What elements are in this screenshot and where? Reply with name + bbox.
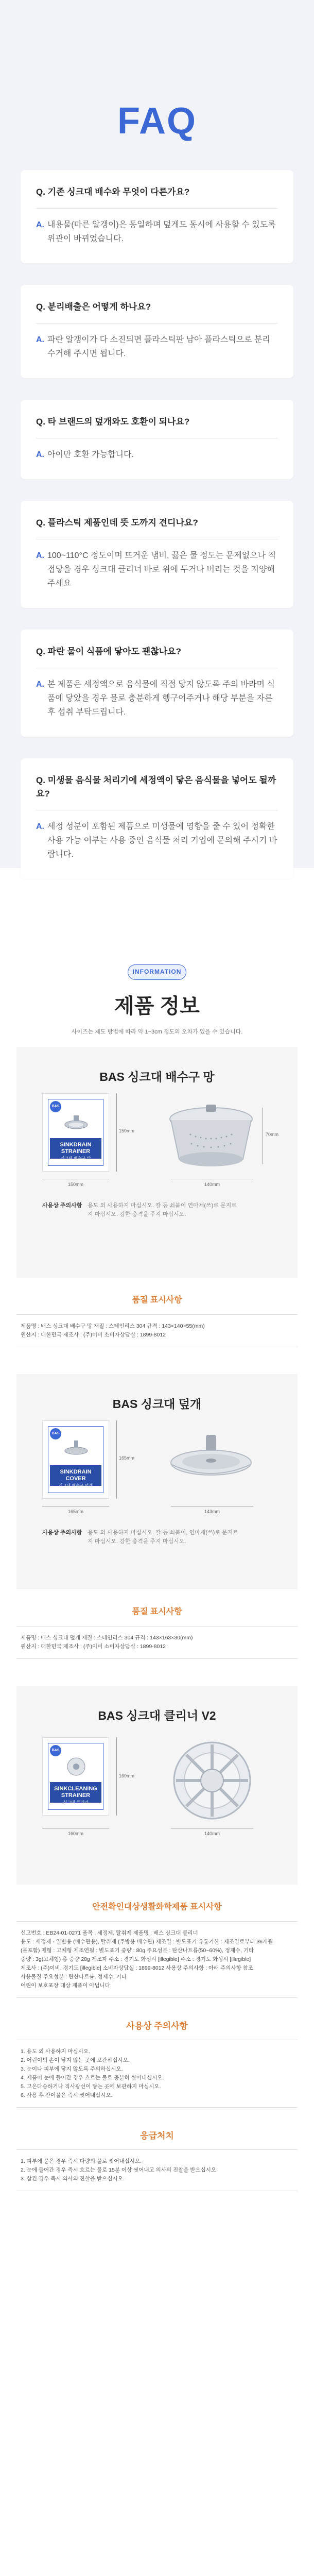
spec-title: 품질 표시사항 bbox=[132, 1296, 182, 1304]
package-label bbox=[50, 1138, 101, 1159]
answer-mark: A. bbox=[36, 680, 44, 689]
faq-item bbox=[21, 170, 293, 263]
package-height: 165mm bbox=[119, 1455, 135, 1461]
faq-question: Q. 기존 싱크대 배수와 무엇이 다른가요? bbox=[36, 187, 190, 197]
spec-line: 원산지 : 대한민국 제조사 : (주)이비 소비자상담실 : 1899-8012 bbox=[21, 1643, 166, 1650]
answer-text: 파란 알갱이가 다 소진되면 플라스틱판 남아 플라스틱으로 분리수거해 주시면 됩니다. bbox=[47, 335, 270, 358]
faq-item bbox=[21, 400, 293, 479]
spec-line: 원산지 : 대한민국 제조사 : (주)이비 소비자상담실 : 1899-8012 bbox=[21, 1332, 166, 1338]
package-width: 165mm bbox=[67, 1509, 83, 1514]
brand-logo-icon: BAS bbox=[50, 1745, 61, 1756]
info-subtitle: 사이즈는 제도 방법에 따라 약 1~3cm 정도의 오차가 있을 수 있습니다. bbox=[71, 1029, 243, 1035]
strainer-icon bbox=[63, 1113, 89, 1134]
divider bbox=[16, 1658, 298, 1659]
emergency-line: 2. 눈에 들어간 경우 즉시 흐르는 물로 15분 이상 씻어내고 의사의 진찰을 받으십시오. bbox=[21, 2167, 218, 2173]
package-label-title: SINKDRAIN COVER bbox=[60, 1469, 92, 1482]
brand-logo-icon: BAS bbox=[50, 1428, 61, 1439]
usage-label: 사용상 주의사항 bbox=[42, 1202, 82, 1209]
faq-section bbox=[0, 0, 314, 868]
safety-line: 6. 사용 후 잔여물은 즉시 씻어내십시오. bbox=[21, 2092, 113, 2098]
faq-answer bbox=[36, 448, 278, 462]
answer-text: 100~110°C 정도이며 뜨거운 냄비, 끓은 물 정도는 문제없으나 직접닿을 경우 싱크대 클리너 바로 위에 두거나 버리는 것을 지양해 주세요 bbox=[47, 551, 276, 588]
faq-answer bbox=[36, 549, 278, 590]
answer-text: 아이만 호환 가능합니다. bbox=[47, 450, 134, 459]
spec-list bbox=[16, 1626, 298, 1658]
safety-title: 사용상 주의사항 bbox=[126, 2021, 188, 2031]
item-height: 70mm bbox=[266, 1132, 279, 1137]
answer-text: 본 제품은 세정액으로 음식물에 직접 닿지 않도록 주의 바라며 식품에 닿았을 경우 물로 충분하게 헹구어주거나 해당 부분을 자른 후 섭취 부탁드립니다. bbox=[47, 680, 275, 717]
answer-text: 세정 성분이 포함된 제품으로 미생물에 영향을 줄 수 있어 정확한 사용 가능 여부는 사용 중인 음식물 처리 기업에 문의해 주시기 바랍니다. bbox=[47, 822, 277, 859]
usage-label: 사용상 주의사항 bbox=[42, 1530, 82, 1536]
dimension-line bbox=[116, 1420, 117, 1499]
spec-line: 중량 : 3g(고체형) 총 중량 28g 제조자 주소 : 경기도 화성시 [illegible] 주소 : 경기도 화성시 [illegible] bbox=[21, 1956, 251, 1962]
spec-line: 제조사 : (주)이비, 경기도 [illegible] 소비자상담실 : 1899-8012 사용상 주의사항 : 아래 주의사항 참조 bbox=[21, 1965, 253, 1971]
package-label bbox=[50, 1465, 101, 1486]
package-label-title: SINKCLEANING STRAINER bbox=[54, 1786, 97, 1799]
usage-text: 용도 외 사용하지 마십시오. 칼 등 쇠붙이 연마제(쓰)로 문지르지 마십시오. 강한 충격을 주지 마십시오. bbox=[88, 1202, 237, 1217]
emergency-list bbox=[16, 2150, 298, 2191]
faq-question: Q. 미생물 음식물 처리기에 세정액이 닿은 음식물을 넣어도 될까요? bbox=[36, 775, 276, 799]
package-width: 150mm bbox=[67, 1182, 83, 1187]
product-name: BAS 싱크대 배수구 망 bbox=[99, 1070, 215, 1083]
information-badge: INFORMATION bbox=[128, 964, 186, 980]
spec-line: 제품명 : 배스 싱크대 배수구 망 재질 : 스테인리스 304 규격 : 143×140×55(mm) bbox=[21, 1323, 205, 1329]
safety-line: 3. 눈이나 피부에 닿지 않도록 주의하십시오. bbox=[21, 2066, 123, 2072]
spec-line: 제품명 : 배스 싱크대 덮개 재질 : 스테인리스 304 규격 : 143×163×30(mm) bbox=[21, 1635, 193, 1641]
package-label-sub: 싱크대 클리너 bbox=[63, 1800, 89, 1805]
cleaner-product-image bbox=[171, 1739, 253, 1822]
faq-answer bbox=[36, 820, 278, 861]
brand-logo-icon: BAS bbox=[50, 1101, 61, 1112]
product-card-cover bbox=[16, 1374, 298, 1589]
faq-question: Q. 파란 물이 식품에 닿아도 괜찮나요? bbox=[36, 647, 181, 656]
faq-question: Q. 타 브랜드의 덮개와도 호환이 되나요? bbox=[36, 417, 190, 427]
package-label-sub: 싱크대 배수구 덮개 bbox=[58, 1483, 93, 1488]
cover-icon bbox=[63, 1438, 89, 1459]
faq-answer bbox=[36, 677, 278, 719]
answer-mark: A. bbox=[36, 450, 44, 459]
answer-mark: A. bbox=[36, 335, 44, 344]
package-image bbox=[42, 1420, 109, 1499]
faq-question: Q. 플라스틱 제품인데 뜻 도까지 견디나요? bbox=[36, 518, 198, 528]
safety-line: 4. 제품이 눈에 들어간 경우 흐르는 물로 충분히 씻어내십시오. bbox=[21, 2075, 164, 2081]
spec-line: 사용물질 주요성분 : 탄산나트륨, 정제수, 기타 bbox=[21, 1974, 127, 1980]
dimension-line bbox=[116, 1093, 117, 1172]
package-label-sub: 싱크대 배수구 망 bbox=[60, 1156, 91, 1161]
package-label bbox=[50, 1782, 101, 1803]
emergency-title: 응급처치 bbox=[140, 2131, 174, 2141]
item-width: 140mm bbox=[204, 1182, 220, 1187]
spec-line: (불포함) 제형 : 고체형 제조연월 : 별도표기 중량 : 80g 주요성분 : 탄산나트륨(50~60%), 정제수, 기타 bbox=[21, 1947, 254, 1954]
faq-answer bbox=[36, 333, 278, 361]
faq-item bbox=[21, 285, 293, 378]
emergency-line: 1. 피부에 묻은 경우 즉시 다량의 물로 씻어내십시오. bbox=[21, 2158, 142, 2164]
usage-caution bbox=[42, 1529, 242, 1546]
faq-title: FAQ bbox=[117, 100, 197, 142]
product-card-cleaner bbox=[16, 1686, 298, 1885]
answer-mark: A. bbox=[36, 822, 44, 831]
spec-title: 품질 표시사항 bbox=[132, 1607, 182, 1616]
faq-divider bbox=[36, 323, 278, 324]
usage-caution bbox=[42, 1201, 242, 1219]
package-label-title: SINKDRAIN STRAINER bbox=[60, 1142, 92, 1155]
spec-list bbox=[16, 1315, 298, 1347]
product-card-strainer bbox=[16, 1047, 298, 1278]
spec-line: 어린이 보호포장 대상 제품이 아닙니다. bbox=[21, 1982, 112, 1989]
faq-list bbox=[0, 170, 314, 879]
safety-list bbox=[16, 2040, 298, 2107]
spec-line: 용도 : 세정제 - 일반용 (배수관용), 탈취제 (주방용 배수관) 제조일 : 별도표기 유통기한 : 제조일로부터 36개월 bbox=[21, 1939, 273, 1945]
item-width: 140mm bbox=[204, 1831, 220, 1836]
faq-item bbox=[21, 630, 293, 737]
product-name: BAS 싱크대 덮개 bbox=[112, 1397, 202, 1411]
safety-line: 2. 어린이의 손이 닿지 않는 곳에 보관하십시오. bbox=[21, 2057, 130, 2063]
package-image bbox=[42, 1093, 109, 1172]
answer-mark: A. bbox=[36, 221, 44, 229]
product-info-section bbox=[0, 868, 314, 2222]
package-width: 160mm bbox=[67, 1831, 83, 1836]
product-name: BAS 싱크대 클리너 V2 bbox=[98, 1709, 216, 1722]
cleaner-icon bbox=[63, 1756, 89, 1777]
dimension-line bbox=[116, 1737, 117, 1816]
spec-line: 신고번호 : EB24-01-0271 품목 : 세정제, 탈취제 제품명 : 배스 싱크대 클리너 bbox=[21, 1930, 198, 1936]
faq-item bbox=[21, 758, 293, 879]
package-height: 160mm bbox=[119, 1773, 135, 1778]
package-height: 150mm bbox=[119, 1128, 135, 1133]
faq-item bbox=[21, 501, 293, 608]
strainer-product-image bbox=[165, 1098, 257, 1176]
faq-question: Q. 분리배출은 어떻게 하나요? bbox=[36, 302, 151, 312]
item-width: 143mm bbox=[204, 1509, 220, 1514]
cover-product-image bbox=[165, 1431, 257, 1498]
package-image bbox=[42, 1737, 109, 1816]
info-title: 제품 정보 bbox=[114, 995, 200, 1018]
safety-line: 5. 고온다습하거나 직사광선이 닿는 곳에 보관하지 마십시오. bbox=[21, 2083, 161, 2090]
answer-mark: A. bbox=[36, 551, 44, 560]
faq-answer bbox=[36, 218, 278, 246]
emergency-line: 3. 삼킨 경우 즉시 의사의 진찰을 받으십시오. bbox=[21, 2176, 125, 2182]
usage-text: 용도 외 사용하지 마십시오. 칼 등 쇠붙이, 연마제(쓰)로 문지르지 마십시오. 강한 충격을 주지 마십시오. bbox=[88, 1530, 238, 1545]
answer-text: 내용물(마른 알갱이)은 동일하며 덮게도 동시에 사용할 수 있도록 위관이 바뀌었습니다. bbox=[47, 221, 276, 243]
faq-divider bbox=[36, 208, 278, 209]
spec-title: 안전확인대상생활화학제품 표시사항 bbox=[92, 1903, 222, 1911]
safety-line: 1. 용도 외 사용하지 마십시오. bbox=[21, 2048, 90, 2055]
spec-list bbox=[16, 1922, 298, 1997]
